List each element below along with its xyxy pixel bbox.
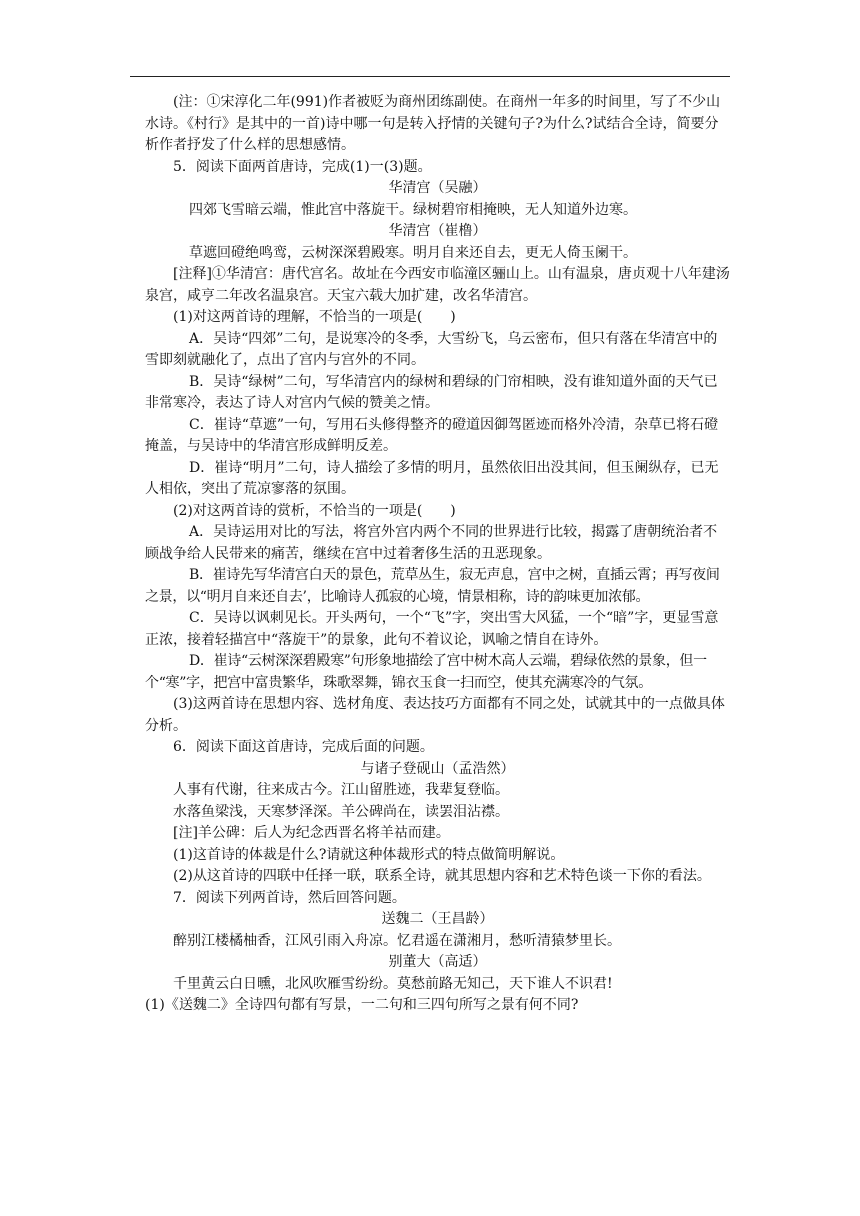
question-5-1: (1)对这两首诗的理解，不恰当的一项是( ): [173, 309, 456, 325]
option-5-2-b: B．崔诗先写华清宫白天的景色，荒草丛生，寂无声息，宫中之树，直插云霄；再写夜间之景，以“明月自来还自去’，比喻诗人孤寂的心境，情景相称，诗的韵味更加浓郁。: [145, 567, 720, 605]
poem-text-wu-rong: 四郊飞雪暗云端，惟此宫中落旋干。绿树碧帘相掩映，无人知道外边寒。: [189, 201, 637, 218]
header-rule: [130, 76, 730, 77]
option-5-1-c: C．崔诗“草遮”一句，写用石头修得整齐的磴道因御驾匿迹而格外冷清，杂草已将石磴掩盖，与吴诗中的华清宫形成鲜明反差。: [145, 416, 719, 454]
option-5-1-b: B．吴诗“绿树”二句，写华清宫内的绿树和碧绿的门帘相映，没有谁知道外面的天气已非常寒冷，表达了诗人对宫内气候的赞美之情。: [145, 373, 718, 411]
question-5-heading: 5．阅读下面两首唐诗，完成(1)一(3)题。: [173, 158, 432, 175]
question-5-2: (2)对这两首诗的赏析，不恰当的一项是( ): [173, 502, 456, 519]
poem-title-gao-shi: 别董大（高适）: [388, 954, 487, 970]
poem-title-wang-changling: 送魏二（王昌龄）: [381, 911, 494, 927]
poem-line-1-meng-haoran: 人事有代谢，往来成古今。江山留胜迹，我辈复登临。: [173, 782, 509, 798]
option-5-2-a: A．吴诗运用对比的写法，将宫外宫内两个不同的世界进行比较，揭露了唐朝统治者不顾战争给人民带来的痛苦，继续在宫中过着奢侈生活的丑恶现象。: [145, 524, 718, 562]
poem-text-cui-lu: 草遮回磴绝鸣鸾，云树深深碧殿寒。明月自来还自去，更无人倚玉阑干。: [189, 244, 637, 261]
poem-title-cui-lu: 华清宫（崔橹）: [388, 223, 487, 239]
option-5-1-a: A．吴诗“四郊”二句，是说寒冷的冬季，大雪纷飞，乌云密布，但只有落在华清宫中的雪即刻就融化了，点出了宫内与宫外的不同。: [145, 330, 718, 368]
option-5-2-d: D．崔诗“云树深深碧殿寒”句形象地描绘了宫中树木高人云端，碧绿依然的景象，但一个“寒”字，把宫中富贵繁华，珠歌翠舞，锦衣玉食一扫而空，使其充满寒冷的气氛。: [145, 653, 707, 691]
poem-text-gao-shi: 千里黄云白日曛，北风吹雁雪纷纷。莫愁前路无知己，天下谁人不识君!: [173, 975, 613, 992]
poem-text-wang-changling: 醉别江楼橘柚香，江风引雨入舟凉。忆君遥在潇湘月，愁听清猿梦里长。: [173, 932, 621, 949]
document-body: [145, 92, 730, 1017]
question-6-heading: 6．阅读下面这首唐诗，完成后面的问题。: [173, 739, 434, 755]
note-yang-gong-bei: [注]羊公碑：后人为纪念西晋名将羊祜而建。: [173, 825, 450, 841]
note-paragraph: (注：①宋淳化二年(991)作者被贬为商州团练副使。在商州一年多的时间里，写了不少山水诗。《村行》是其中的一首)诗中哪一句是转入抒情的关键句子?为什么?试结合全诗，简要分析作者抒发了什么样的思想感情。: [145, 94, 721, 153]
question-7-heading: 7．阅读下列两首诗，然后回答问题。: [173, 889, 406, 906]
poem-title-wu-rong: 华清宫（吴融）: [388, 180, 487, 196]
question-7-1: (1)《送魏二》全诗四句都有写景，一二句和三四句所写之景有何不同?: [145, 997, 579, 1013]
question-5-3: (3)这两首诗在思想内容、选材角度、表达技巧方面都有不同之处，试就其中的一点做具体分析。: [145, 696, 725, 734]
poem-line-2-meng-haoran: 水落鱼梁浅，天寒梦泽深。羊公碑尚在，读罢泪沾襟。: [173, 803, 509, 820]
option-5-1-d: D．崔诗“明月”二句，诗人描绘了多情的明月，虽然依旧出没其间，但玉阑纵存，已无人相依，突出了荒凉寥落的氛围。: [145, 459, 719, 497]
poem-title-meng-haoran: 与诸子登砚山（孟浩然）: [360, 760, 515, 777]
question-6-2: (2)从这首诗的四联中任择一联，联系全诗，就其思想内容和艺术特色谈一下你的看法。: [173, 868, 711, 884]
question-6-1: (1)这首诗的体裁是什么?请就这种体裁形式的特点做简明解说。: [173, 846, 565, 863]
annotation-paragraph: [注释]①华清宫：唐代宫名。故址在今西安市临潼区骊山上。山有温泉，唐贞观十八年建汤泉宫，咸亨二年改名温泉宫。天宝六载大加扩建，改名华清宫。: [145, 266, 730, 304]
option-5-2-c: C．吴诗以讽刺见长。开头两句，一个“飞”字，突出雪大风猛，一个“暗”字，更显雪意正浓，接着轻描宫中“落旋干”的景象，此句不着议论，讽喻之情自在诗外。: [145, 610, 719, 648]
